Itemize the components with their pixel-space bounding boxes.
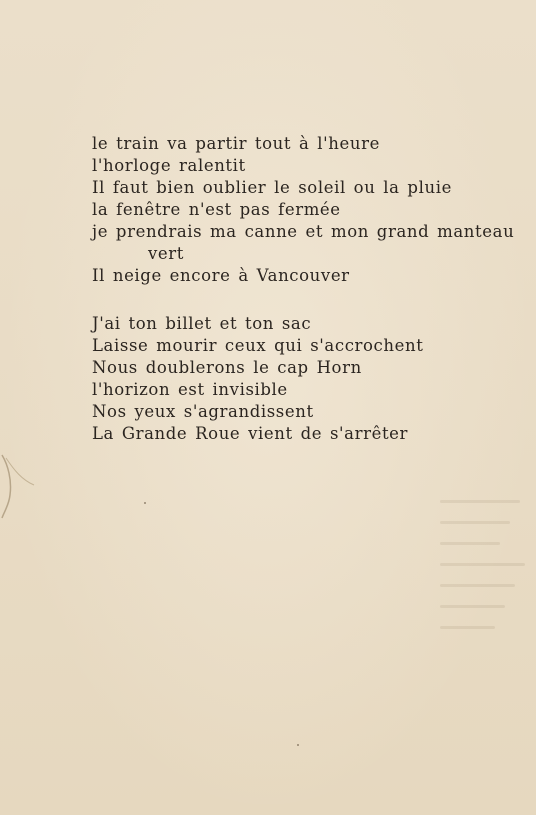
poem — [92, 133, 514, 445]
poem-line: Nos yeux s'agrandissent — [92, 402, 314, 421]
stanza-1 — [92, 133, 514, 287]
poem-line: je prendrais ma canne et mon grand manteau — [92, 222, 515, 241]
poem-line: Il neige encore à Vancouver — [92, 266, 350, 285]
poem-line: J'ai ton billet et ton sac — [92, 314, 312, 333]
stanza-break — [92, 287, 514, 313]
stanza-2 — [92, 313, 514, 445]
poem-line: la fenêtre n'est pas fermée — [92, 200, 341, 219]
show-through-text — [440, 500, 530, 670]
paper-speck — [144, 502, 146, 504]
page-edge-mark — [0, 450, 40, 520]
poem-line: l'horizon est invisible — [92, 380, 288, 399]
poem-line: Il faut bien oublier le soleil ou la pluie — [92, 178, 452, 197]
poem-line: La Grande Roue vient de s'arrêter — [92, 424, 409, 443]
poem-line: le train va partir tout à l'heure — [92, 134, 380, 153]
poem-line: Nous doublerons le cap Horn — [92, 358, 362, 377]
poem-line: Laisse mourir ceux qui s'accrochent — [92, 336, 424, 355]
paper-speck — [297, 744, 299, 746]
poem-line: l'horloge ralentit — [92, 156, 246, 175]
poem-line: vert — [148, 244, 185, 263]
